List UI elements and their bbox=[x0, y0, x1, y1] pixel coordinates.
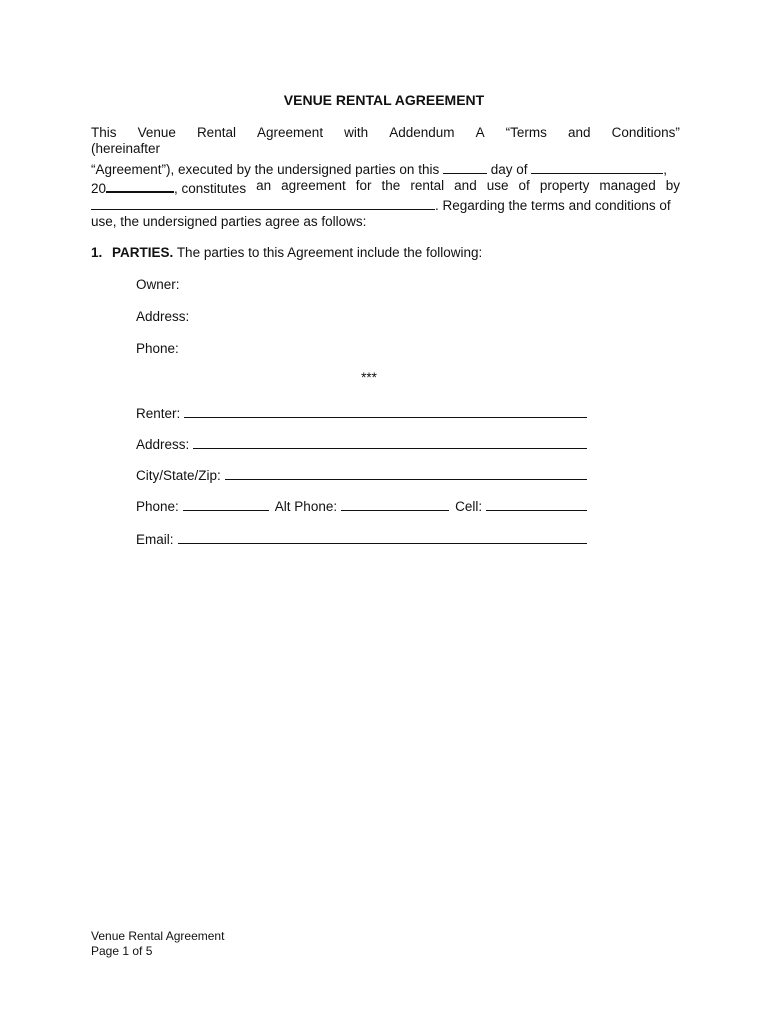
word: use bbox=[486, 178, 509, 193]
cell-input-line[interactable] bbox=[486, 496, 587, 511]
comma: , bbox=[663, 162, 668, 177]
word: This bbox=[91, 125, 117, 140]
renter-input-line[interactable] bbox=[184, 403, 587, 418]
intro-line-2: (hereinafter bbox=[91, 141, 161, 156]
word: , constitutes bbox=[174, 181, 247, 196]
intro-line-6: use, the undersigned parties agree as follows: bbox=[91, 214, 367, 229]
city-state-zip-field bbox=[136, 465, 587, 485]
year-blank[interactable] bbox=[106, 177, 174, 193]
word: an bbox=[256, 178, 272, 193]
email-input-line[interactable] bbox=[178, 529, 587, 544]
word: Rental bbox=[196, 125, 236, 140]
renter-field bbox=[136, 403, 587, 423]
intro-line-3 bbox=[91, 159, 667, 179]
owner-phone-label: Phone: bbox=[136, 341, 179, 356]
word: by bbox=[665, 178, 680, 193]
word: A bbox=[475, 125, 485, 140]
section-number: 1. bbox=[91, 245, 103, 260]
day-blank[interactable] bbox=[443, 159, 487, 174]
footer-page-number: Page 1 of 5 bbox=[91, 944, 153, 958]
city-state-zip-label: City/State/Zip: bbox=[136, 468, 221, 483]
year-prefix: 20 bbox=[91, 181, 107, 196]
email-field bbox=[136, 529, 587, 549]
word: and bbox=[454, 178, 477, 193]
renter-phone-label: Phone: bbox=[136, 499, 179, 514]
page-title: VENUE RENTAL AGREEMENT bbox=[283, 92, 485, 108]
word: the bbox=[381, 178, 401, 193]
intro-text: day of bbox=[490, 162, 528, 177]
renter-address-input-line[interactable] bbox=[193, 434, 587, 449]
email-label: Email: bbox=[136, 532, 174, 547]
intro-text: . Regarding the terms and conditions of bbox=[435, 198, 671, 213]
section-text: The parties to this Agreement include the following: bbox=[176, 245, 483, 260]
renter-label: Renter: bbox=[136, 406, 181, 421]
word: property bbox=[539, 178, 590, 193]
managed-by-blank[interactable] bbox=[91, 195, 435, 210]
word: agreement bbox=[281, 178, 346, 193]
owner-label: Owner: bbox=[136, 277, 180, 292]
word: and bbox=[567, 125, 591, 140]
intro-line-1 bbox=[91, 124, 680, 142]
alt-phone-label: Alt Phone: bbox=[274, 499, 338, 514]
word: managed bbox=[599, 178, 656, 193]
city-state-zip-input-line[interactable] bbox=[225, 465, 587, 480]
renter-address-field bbox=[136, 434, 587, 454]
phones-field bbox=[136, 496, 587, 516]
word: for bbox=[355, 178, 372, 193]
word: Addendum bbox=[389, 125, 455, 140]
owner-address-label: Address: bbox=[136, 309, 190, 324]
word: “Terms bbox=[505, 125, 547, 140]
word: rental bbox=[410, 178, 445, 193]
separator: *** bbox=[361, 370, 377, 385]
renter-phone-input-line[interactable] bbox=[183, 496, 269, 511]
intro-line-5 bbox=[91, 195, 671, 215]
month-blank[interactable] bbox=[531, 159, 663, 174]
intro-text: “Agreement”), executed by the undersigned parties on this bbox=[91, 162, 440, 177]
renter-address-label: Address: bbox=[136, 437, 190, 452]
word: with bbox=[344, 125, 369, 140]
section-heading: PARTIES. bbox=[112, 245, 174, 260]
word: of bbox=[518, 178, 530, 193]
footer-title: Venue Rental Agreement bbox=[91, 929, 225, 943]
word: Venue bbox=[137, 125, 176, 140]
word: Agreement bbox=[257, 125, 324, 140]
word: Conditions” bbox=[611, 125, 680, 140]
alt-phone-input-line[interactable] bbox=[341, 496, 449, 511]
cell-label: Cell: bbox=[455, 499, 483, 514]
section-1 bbox=[91, 244, 482, 262]
